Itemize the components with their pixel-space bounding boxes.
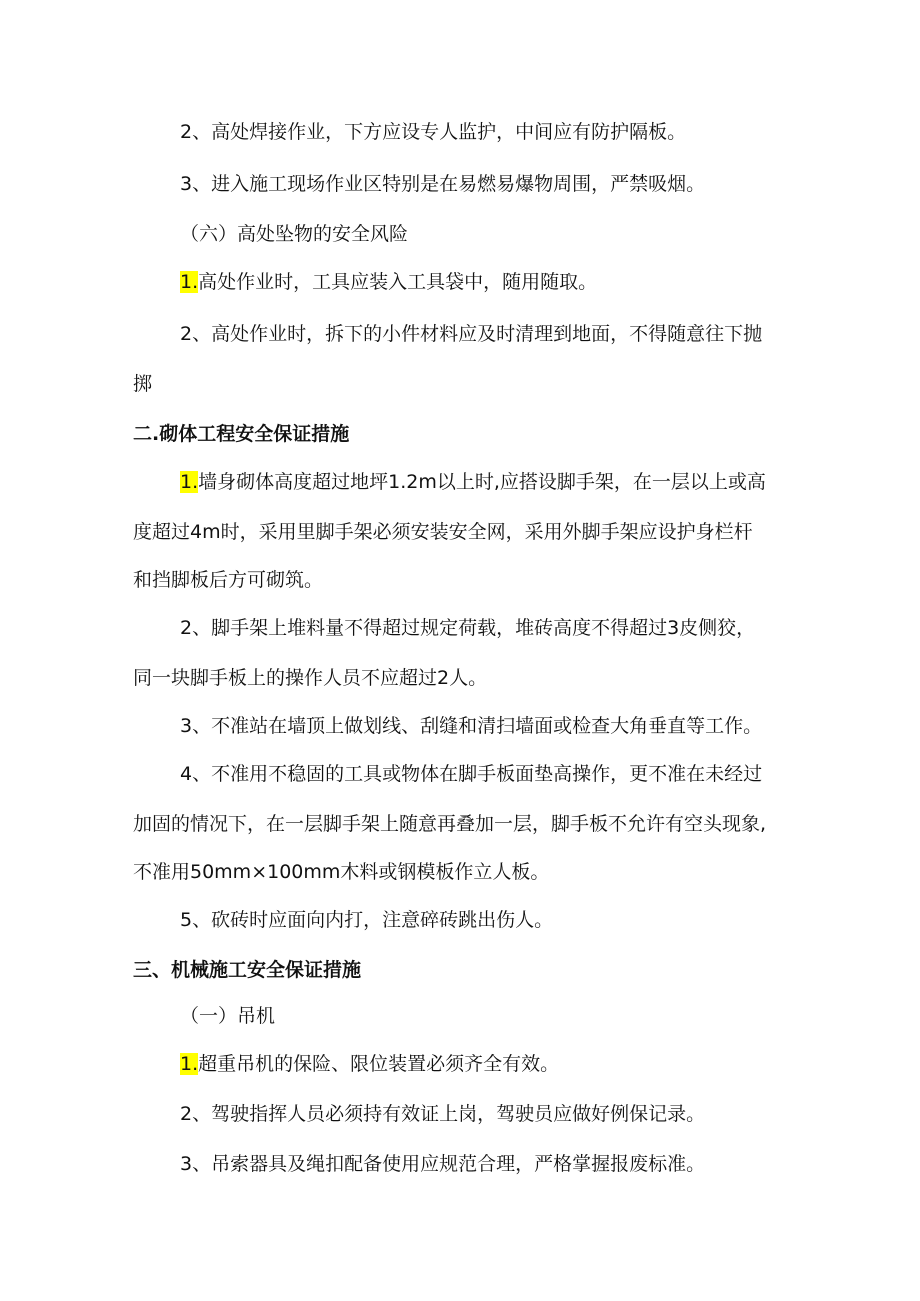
paragraph-crane-safety <box>180 1050 800 1078</box>
subheading-crane: （一）吊机 <box>180 1005 276 1027</box>
paragraph-text: 超重吊机的保险、限位装置必须齐全有效。 <box>198 1053 560 1075</box>
paragraph-scaffold-load-line2: 同一块脚手板上的操作人员不应超过2人。 <box>133 667 488 689</box>
paragraph-masonry-height-line2: 度超过4m时，采用里脚手架必须安装安全网，采用外脚手架应设护身栏杆 <box>133 521 753 543</box>
paragraph-operator-certification: 2、驾驶指挥人员必须持有效证上岗，驾驶员应做好例保记录。 <box>180 1103 706 1125</box>
list-number-highlighted: 1. <box>180 271 199 293</box>
paragraph-unstable-tools-line2: 加固的情况下，在一层脚手架上随意再叠加一层，脚手板不允许有空头现象, <box>133 813 767 835</box>
paragraph-no-smoking: 3、进入施工现场作业区特别是在易燃易爆物周围，严禁吸烟。 <box>180 173 706 195</box>
paragraph-rigging: 3、吊索器具及绳扣配备使用应规范合理，严格掌握报废标准。 <box>180 1153 706 1175</box>
subheading-falling-objects: （六）高处坠物的安全风险 <box>180 223 409 245</box>
paragraph-text: 墙身砌体高度超过地坪1.2m以上时,应搭设脚手架，在一层以上或高 <box>198 471 766 493</box>
paragraph-brick-cutting: 5、砍砖时应面向内打，注意碎砖跳出伤人。 <box>180 909 554 931</box>
paragraph-unstable-tools-line3: 不准用50mm×100mm木料或钢模板作立人板。 <box>133 861 550 883</box>
paragraph-tool-bag <box>180 268 800 296</box>
list-number-highlighted: 1. <box>180 1053 199 1075</box>
paragraph-welding: 2、高处焊接作业，下方应设专人监护，中间应有防护隔板。 <box>180 121 687 143</box>
paragraph-masonry-height-line1 <box>180 468 800 496</box>
paragraph-scaffold-load-line1: 2、脚手架上堆料量不得超过规定荷载，堆砖高度不得超过3皮侧狡， <box>180 617 756 639</box>
paragraph-masonry-height-line3: 和挡脚板后方可砌筑。 <box>133 569 324 591</box>
paragraph-unstable-tools-line1: 4、不准用不稳固的工具或物体在脚手板面垫高操作，更不准在未经过 <box>180 763 763 785</box>
section-heading-masonry: 二.砌体工程安全保证措施 <box>133 423 350 445</box>
section-heading-machinery: 三、机械施工安全保证措施 <box>133 959 362 981</box>
paragraph-small-materials-line1: 2、高处作业时，拆下的小件材料应及时清理到地面，不得随意往下抛 <box>180 323 763 345</box>
paragraph-text: 高处作业时，工具应装入工具袋中，随用随取。 <box>198 271 598 293</box>
list-number-highlighted: 1. <box>180 471 199 493</box>
paragraph-wall-top: 3、不准站在墙顶上做划线、刮缝和清扫墙面或检查大角垂直等工作。 <box>180 715 763 737</box>
paragraph-small-materials-line2: 掷 <box>133 373 153 395</box>
